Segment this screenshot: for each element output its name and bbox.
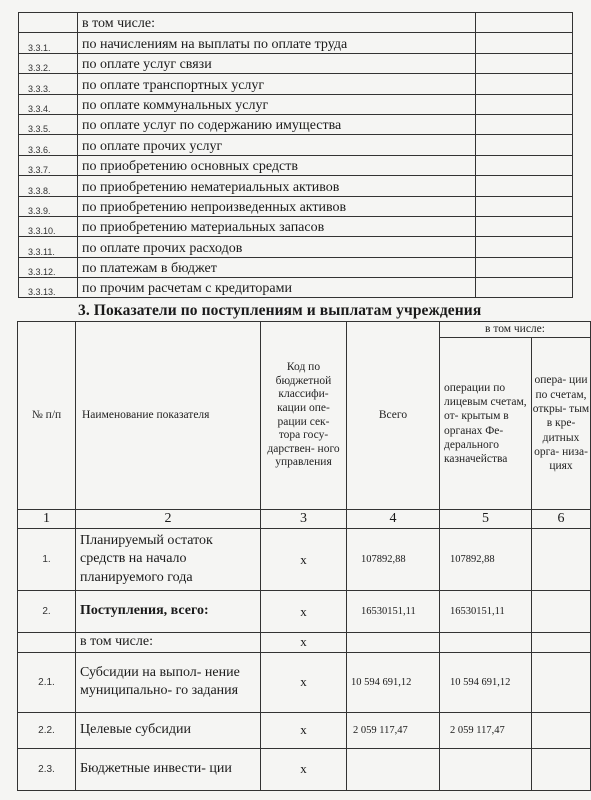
row-name: по оплате транспортных услуг [78, 74, 476, 94]
column-number: 5 [440, 510, 532, 529]
table-row [18, 529, 591, 591]
row-name: Планируемый остаток средств на начало планируемого года [76, 529, 261, 591]
table-row [19, 196, 573, 216]
header-total: Всего [347, 322, 440, 510]
row-credit [532, 529, 591, 591]
row-name: по начислениям на выплаты по оплате труда [78, 33, 476, 53]
row-name: по оплате коммунальных услуг [78, 94, 476, 114]
row-total: 107892,88 [347, 529, 440, 591]
table-row [19, 13, 573, 33]
row-name: Целевые субсидии [76, 712, 261, 748]
row-name: Бюджетные инвести- ции [76, 748, 261, 790]
row-code: х [261, 529, 347, 591]
row-code: х [261, 712, 347, 748]
row-treasury: 2 059 117,47 [440, 712, 532, 748]
table-row [18, 748, 591, 790]
row-code: 3.3.8. [19, 176, 78, 196]
column-number: 6 [532, 510, 591, 529]
row-code: 3.3.7. [19, 155, 78, 175]
section-title: 3. Показатели по поступлениям и выплатам учреждения [78, 302, 482, 319]
header-credit: опера- ции по счетам, откры- тым в кре- дитных орга- низа- циях [532, 338, 591, 510]
table-row [19, 155, 573, 175]
row-code: 3.3.13. [19, 278, 78, 298]
column-number: 1 [18, 510, 76, 529]
row-value [476, 33, 573, 53]
header-treasury: операции по лицевым счетам, от- крытым в органах Фе- дерального казначейства [440, 338, 532, 510]
row-value [476, 216, 573, 236]
table-row [19, 53, 573, 73]
row-value [476, 155, 573, 175]
table-row [19, 33, 573, 53]
header-including: в том числе: [440, 322, 591, 338]
row-name: по прочим расчетам с кредиторами [78, 278, 476, 298]
row-treasury: 10 594 691,12 [440, 652, 532, 712]
row-name: по приобретению непроизведенных активов [78, 196, 476, 216]
row-credit [532, 591, 591, 633]
row-code: 3.3.5. [19, 114, 78, 134]
table-row [19, 114, 573, 134]
row-treasury [440, 748, 532, 790]
column-number: 4 [347, 510, 440, 529]
table-row [19, 74, 573, 94]
header-name: Наименование показателя [76, 322, 261, 510]
column-numbers-row [18, 510, 591, 529]
row-name: по приобретению основных средств [78, 155, 476, 175]
table-row [19, 135, 573, 155]
row-credit [532, 748, 591, 790]
row-name: по приобретению нематериальных активов [78, 176, 476, 196]
row-name: по оплате прочих услуг [78, 135, 476, 155]
row-code: 3.3.6. [19, 135, 78, 155]
column-number: 2 [76, 510, 261, 529]
table-row [19, 237, 573, 257]
row-code: 3.3.9. [19, 196, 78, 216]
row-value [476, 53, 573, 73]
row-credit [532, 652, 591, 712]
row-value [476, 257, 573, 277]
row-num: 2.2. [18, 712, 76, 748]
row-code: 3.3.1. [19, 33, 78, 53]
row-name: по приобретению материальных запасов [78, 216, 476, 236]
table-row [19, 94, 573, 114]
row-name: по оплате услуг по содержанию имущества [78, 114, 476, 134]
table-row [19, 176, 573, 196]
row-name: Субсидии на выпол- нение муниципально- го задания [76, 652, 261, 712]
row-name: в том числе: [78, 13, 476, 33]
row-code: 3.3.10. [19, 216, 78, 236]
row-value [476, 135, 573, 155]
table-row [19, 278, 573, 298]
row-code: х [261, 748, 347, 790]
row-code: 3.3.2. [19, 53, 78, 73]
row-total: 10 594 691,12 [347, 652, 440, 712]
row-treasury: 16530151,11 [440, 591, 532, 633]
row-name: по платежам в бюджет [78, 257, 476, 277]
table-row [19, 216, 573, 236]
table-row [19, 257, 573, 277]
row-treasury [440, 633, 532, 653]
row-code: 3.3.4. [19, 94, 78, 114]
row-value [476, 13, 573, 33]
header-code: Код по бюджетной классифи- кации опе- рации сек- тора госу- дарствен- ного управления [261, 322, 347, 510]
row-num: 2. [18, 591, 76, 633]
row-value [476, 74, 573, 94]
row-total: 16530151,11 [347, 591, 440, 633]
row-value [476, 94, 573, 114]
header-row [18, 322, 591, 338]
row-value [476, 237, 573, 257]
row-value [476, 176, 573, 196]
row-code [19, 13, 78, 33]
row-code: х [261, 633, 347, 653]
row-code: 3.3.12. [19, 257, 78, 277]
row-total [347, 748, 440, 790]
row-name: по оплате прочих расходов [78, 237, 476, 257]
row-total: 2 059 117,47 [347, 712, 440, 748]
row-credit [532, 633, 591, 653]
table-row [18, 633, 591, 653]
row-code: х [261, 652, 347, 712]
row-num [18, 633, 76, 653]
row-name: Поступления, всего: [76, 591, 261, 633]
row-value [476, 114, 573, 134]
row-num: 2.1. [18, 652, 76, 712]
row-code: 3.3.11. [19, 237, 78, 257]
row-total [347, 633, 440, 653]
table-row [18, 652, 591, 712]
header-num: № п/п [18, 322, 76, 510]
row-num: 2.3. [18, 748, 76, 790]
row-credit [532, 712, 591, 748]
row-treasury: 107892,88 [440, 529, 532, 591]
row-num: 1. [18, 529, 76, 591]
row-code: 3.3.3. [19, 74, 78, 94]
table-row [18, 712, 591, 748]
row-value [476, 196, 573, 216]
table-row [18, 591, 591, 633]
column-number: 3 [261, 510, 347, 529]
row-code: х [261, 591, 347, 633]
row-value [476, 278, 573, 298]
expense-breakdown-table [18, 12, 573, 298]
row-name: по оплате услуг связи [78, 53, 476, 73]
receipts-payments-table [17, 321, 591, 791]
row-name: в том числе: [76, 633, 261, 653]
